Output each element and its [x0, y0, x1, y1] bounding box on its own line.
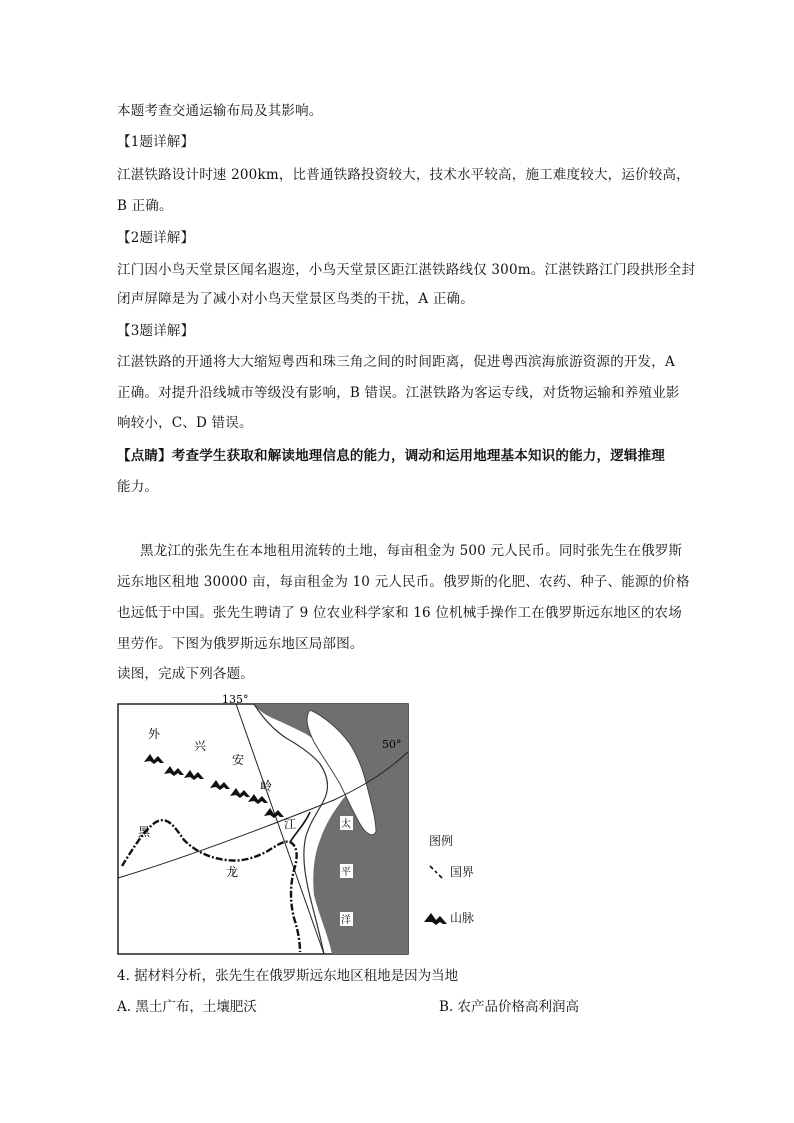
tip-line: 能力。 [117, 479, 159, 495]
mountain-icon [420, 908, 450, 926]
text-line: 响较小，C、D 错误。 [117, 415, 253, 431]
section-heading: 【3题详解】 [117, 323, 195, 339]
text-line: 正确。对提升沿线城市等级没有影响，B 错误。江湛铁路为客运专线，对货物运输和养殖业影 [117, 385, 680, 401]
text-line: 江湛铁路设计时速 200km，比普通铁路投资较大，技术水平较高，施工难度较大，运价较高， [117, 167, 690, 183]
river-label-char: 黑 [138, 825, 151, 839]
text-line: B 正确。 [117, 198, 173, 214]
legend-title: 图例 [429, 834, 454, 848]
legend-item-border [420, 862, 474, 880]
legend-label: 国界 [450, 864, 475, 879]
instruction-line: 读图，完成下列各题。 [117, 666, 254, 682]
paragraph-line: 也远低于中国。张先生聘请了 9 位农业科学家和 16 位机械手操作工在俄罗斯远东地区的农场 [117, 605, 682, 621]
river-label-char: 龙 [226, 865, 239, 879]
range-label-char: 安 [232, 753, 245, 767]
question-stem: 4. 据材料分析，张先生在俄罗斯远东地区租地是因为当地 [117, 968, 459, 984]
legend-item-mountain [420, 908, 474, 926]
paragraph-line: 里劳作。下图为俄罗斯远东地区局部图。 [117, 636, 364, 652]
text-line: 闭声屏障是为了减小对小鸟天堂景区鸟类的干扰，A 正确。 [117, 291, 474, 307]
border-line-icon [420, 862, 450, 880]
range-label-char: 岭 [260, 779, 273, 793]
range-label-char: 兴 [194, 739, 207, 753]
tip-line: 【点睛】考查学生获取和解读地理信息的能力，调动和运用地理基本知识的能力，逻辑推理 [117, 448, 665, 464]
paragraph-line: 远东地区租地 30000 亩，每亩租金为 10 元人民币。俄罗斯的化肥、农药、种子、能源的价格 [117, 574, 690, 590]
sea-label-char: 洋 [341, 915, 351, 926]
range-label-char: 外 [148, 727, 161, 741]
latitude-label: 50° [382, 738, 402, 751]
longitude-label: 135° [222, 693, 249, 706]
option-a: A. 黑土广布，土壤肥沃 [117, 999, 257, 1015]
sea-label-char: 太 [341, 819, 351, 830]
paragraph-line: 黑龙江的张先生在本地租用流转的土地，每亩租金为 500 元人民币。同时张先生在俄罗斯 [140, 543, 683, 559]
section-heading: 【1题详解】 [117, 134, 195, 150]
river-label-char: 江 [284, 817, 297, 831]
text-line: 江门因小鸟天堂景区闻名遐迩，小鸟天堂景区距江湛铁路线仅 300m。江湛铁路江门段拱形全封 [117, 262, 696, 278]
russian-far-east-map [114, 690, 414, 960]
text-line: 本题考查交通运输布局及其影响。 [117, 103, 323, 119]
sea-label-char: 平 [341, 867, 351, 878]
section-heading: 【2题详解】 [117, 230, 195, 246]
legend-label: 山脉 [450, 910, 475, 925]
option-b: B. 农产品价格高利润高 [439, 999, 580, 1015]
text-line: 江湛铁路的开通将大大缩短粤西和珠三角之间的时间距离，促进粤西滨海旅游资源的开发，A [117, 354, 675, 370]
